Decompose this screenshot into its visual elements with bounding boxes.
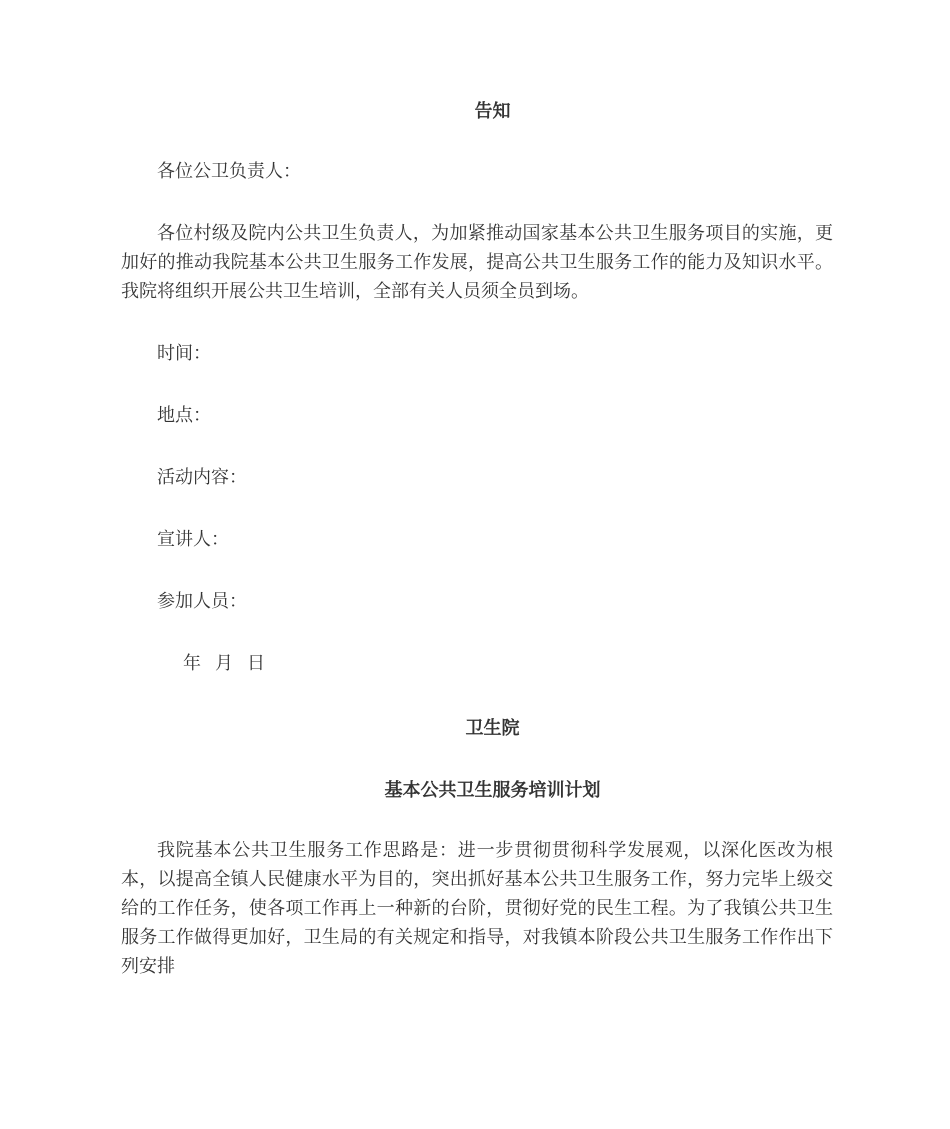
date-year: 年 — [183, 653, 201, 674]
notice-body: 各位村级及院内公共卫生负责人，为加紧推动国家基本公共卫生服务项目的实施，更加好的推动我院基本公共卫生服务工作发展，提高公共卫生服务工作的能力及知识水平。我院将组织开展公共卫生培训，全部有关人员须全员到场。 — [121, 223, 833, 302]
notice-title: 告知 — [474, 101, 511, 122]
date-day: 日 — [247, 653, 265, 674]
plan-body: 我院基本公共卫生服务工作思路是：进一步贯彻贯彻科学发展观，以深化医改为根本，以提高全镇人民健康水平为目的，突出抓好基本公共卫生服务工作，努力完毕上级交给的工作任务，使各项工作再上一种新的台阶，贯彻好党的民生工程。为了我镇公共卫生服务工作做得更加好，卫生局的有关规定和指导，对我镇本阶段公共卫生服务工作作出下列安排 — [121, 840, 833, 977]
attendees-label: 参加人员： — [157, 591, 247, 612]
date-month: 月 — [215, 653, 233, 674]
notice-signature: 卫生院 — [465, 718, 520, 739]
plan-title: 基本公共卫生服务培训计划 — [384, 780, 601, 801]
notice-salutation: 各位公卫负责人： — [157, 161, 301, 182]
place-label: 地点： — [157, 405, 211, 426]
activity-content-label: 活动内容： — [157, 467, 247, 488]
date-line — [183, 649, 279, 678]
speaker-label: 宣讲人： — [157, 529, 229, 550]
time-label: 时间： — [157, 343, 211, 364]
